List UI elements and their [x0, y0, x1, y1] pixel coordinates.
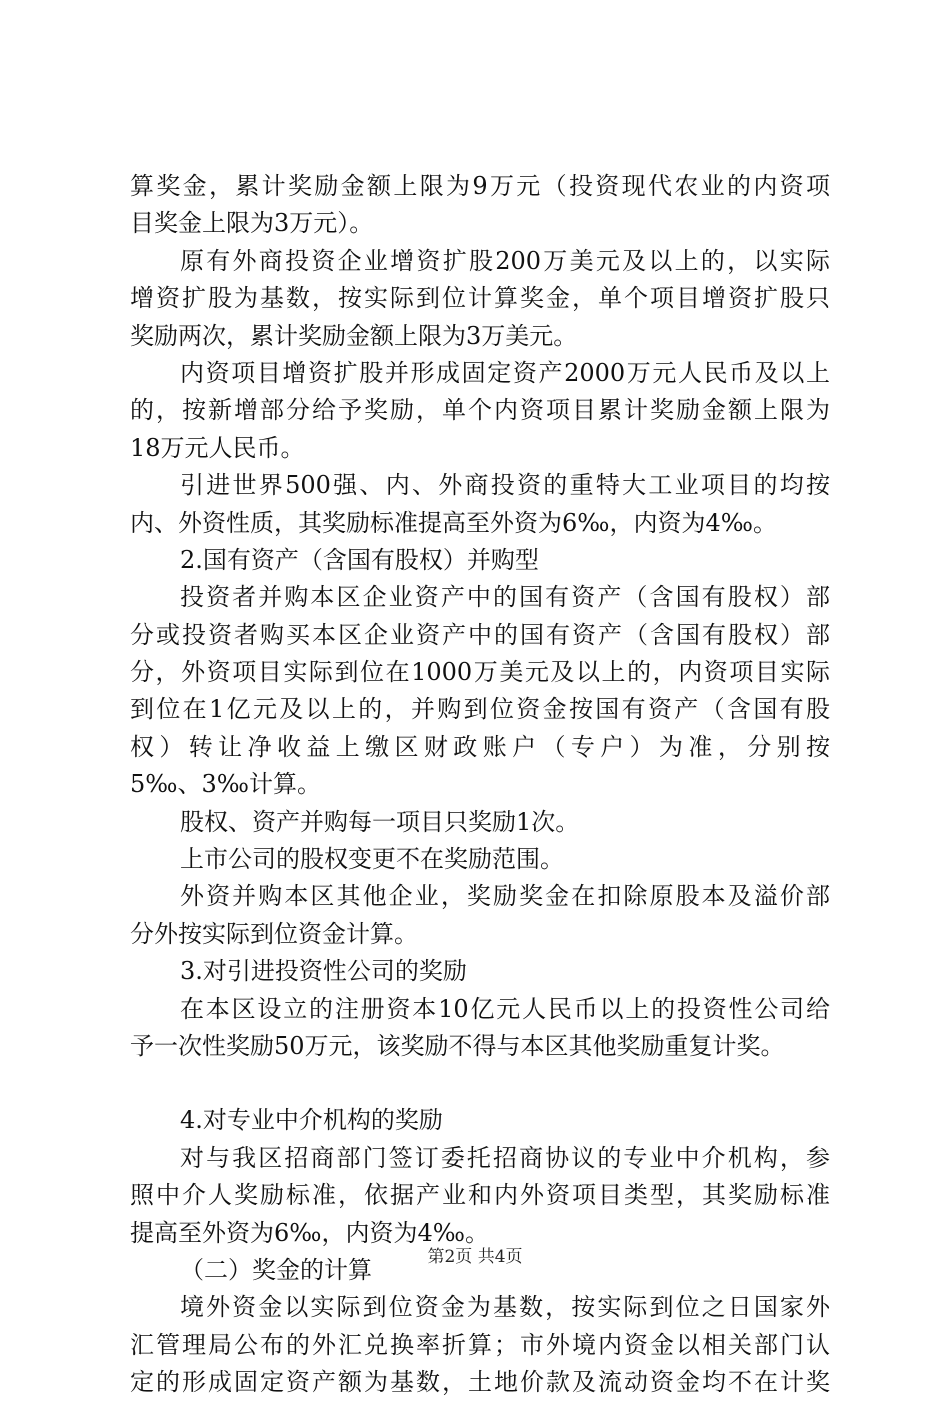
text-line: 照中介人奖励标准，依据产业和内外资项目类型，其奖励标准 — [130, 1181, 830, 1210]
text-line: 权）转让净收益上缴区财政账户（专户）为准，分别按 — [130, 732, 830, 761]
text-line: 股权、资产并购每一项目只奖励1次。 — [180, 807, 580, 836]
text-line: 境外资金以实际到位资金为基数，按实际到位之日国家外 — [180, 1293, 830, 1322]
text-line: 内资项目增资扩股并形成固定资产2000万元人民币及以上 — [180, 358, 830, 387]
text-line: 外资并购本区其他企业，奖励奖金在扣除原股本及溢价部 — [180, 882, 830, 911]
text-line: 到位在1亿元及以上的，并购到位资金按国有资产（含国有股 — [130, 695, 830, 724]
text-line: 予一次性奖励50万元，该奖励不得与本区其他奖励重复计奖。 — [130, 1031, 785, 1060]
text-line: 算奖金，累计奖励金额上限为9万元（投资现代农业的内资项 — [130, 172, 830, 200]
text-line: 2.国有资产（含国有股权）并购型 — [180, 545, 539, 574]
text-line: 内、外资性质，其奖励标准提高至外资为6‰，内资为4‰。 — [130, 508, 777, 537]
blank-line — [130, 1065, 830, 1102]
text-line: 分外按实际到位资金计算。 — [130, 919, 418, 948]
text-line: 汇管理局公布的外汇兑换率折算；市外境内资金以相关部门认 — [130, 1330, 830, 1359]
text-line: 提高至外资为6‰，内资为4‰。 — [130, 1218, 489, 1247]
text-line: 18万元人民币。 — [130, 433, 305, 462]
text-line: （二）奖金的计算 — [180, 1255, 372, 1284]
text-line: 目奖金上限为3万元）。 — [130, 209, 374, 238]
document-body — [130, 168, 830, 1402]
text-line: 奖励两次，累计奖励金额上限为3万美元。 — [130, 321, 578, 350]
text-line: 分，外资项目实际到位在1000万美元及以上的，内资项目实际 — [130, 658, 830, 687]
text-line: 在本区设立的注册资本10亿元人民币以上的投资性公司给 — [180, 994, 830, 1023]
text-line: 3.对引进投资性公司的奖励 — [180, 957, 467, 986]
text-line: 5‰、3‰计算。 — [130, 770, 321, 799]
text-line: 的，按新增部分给予奖励，单个内资项目累计奖励金额上限为 — [130, 396, 830, 425]
text-line: 对与我区招商部门签订委托招商协议的专业中介机构，参 — [180, 1143, 830, 1172]
text-line: 上市公司的股权变更不在奖励范围。 — [180, 845, 564, 874]
text-line: 分或投资者购买本区企业资产中的国有资产（含国有股权）部 — [130, 620, 830, 649]
page-footer: 第2页 共4页 — [427, 1247, 523, 1267]
text-line: 定的形成固定资产额为基数，土地价款及流动资金均不在计奖 — [130, 1368, 830, 1397]
text-line: 4.对专业中介机构的奖励 — [180, 1106, 443, 1135]
text-line: 投资者并购本区企业资产中的国有资产（含国有股权）部 — [180, 583, 830, 612]
text-line: 原有外商投资企业增资扩股200万美元及以上的，以实际 — [180, 246, 830, 275]
text-line: 增资扩股为基数，按实际到位计算奖金，单个项目增资扩股只 — [130, 284, 830, 313]
text-line: 引进世界500强、内、外商投资的重特大工业项目的均按 — [180, 471, 830, 500]
